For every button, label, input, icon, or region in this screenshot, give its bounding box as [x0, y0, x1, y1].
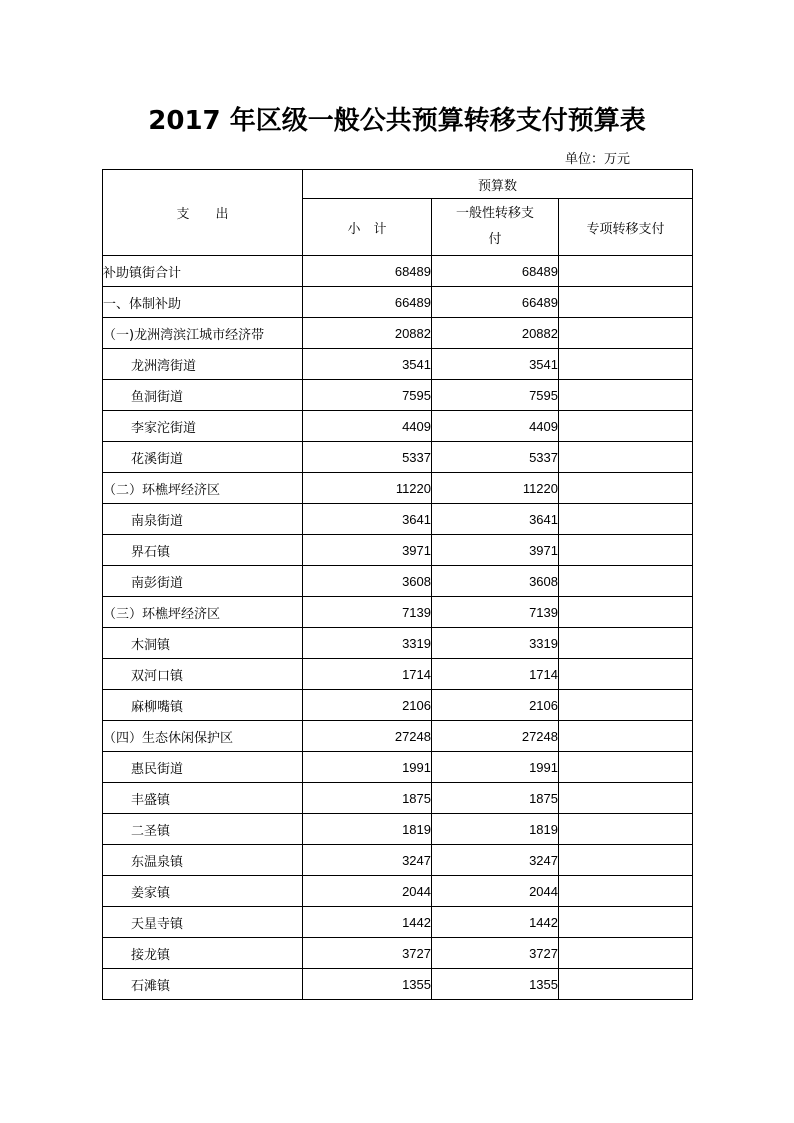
row-special: [559, 752, 693, 783]
row-special: [559, 721, 693, 752]
row-special: [559, 659, 693, 690]
row-general: 2044: [432, 876, 559, 907]
row-special: [559, 628, 693, 659]
table-row: [103, 783, 693, 814]
row-subtotal: 66489: [303, 287, 432, 318]
table-body: [103, 256, 693, 1000]
row-name: 东温泉镇: [103, 845, 303, 876]
row-special: [559, 473, 693, 504]
row-name: 一、体制补助: [103, 287, 303, 318]
row-special: [559, 566, 693, 597]
row-name: 二圣镇: [103, 814, 303, 845]
row-general: 3247: [432, 845, 559, 876]
row-subtotal: 2044: [303, 876, 432, 907]
row-name: 木洞镇: [103, 628, 303, 659]
table-row: [103, 597, 693, 628]
row-name: （三）环樵坪经济区: [103, 597, 303, 628]
table-row: [103, 442, 693, 473]
header-budget-group: 预算数: [303, 170, 693, 199]
row-name: 天星寺镇: [103, 907, 303, 938]
row-subtotal: 1875: [303, 783, 432, 814]
page-title: 2017 年区级一般公共预算转移支付预算表: [148, 106, 646, 136]
row-general: 4409: [432, 411, 559, 442]
row-name: 丰盛镇: [103, 783, 303, 814]
row-general: 1355: [432, 969, 559, 1000]
row-name: 麻柳嘴镇: [103, 690, 303, 721]
row-general: 27248: [432, 721, 559, 752]
row-name: 南泉街道: [103, 504, 303, 535]
table-row: [103, 938, 693, 969]
row-special: [559, 287, 693, 318]
row-name: 鱼洞街道: [103, 380, 303, 411]
row-subtotal: 1442: [303, 907, 432, 938]
row-special: [559, 597, 693, 628]
row-general: 20882: [432, 318, 559, 349]
row-special: [559, 349, 693, 380]
row-special: [559, 907, 693, 938]
table-row: [103, 411, 693, 442]
row-general: 2106: [432, 690, 559, 721]
row-name: 龙洲湾街道: [103, 349, 303, 380]
row-general: 66489: [432, 287, 559, 318]
row-name: 姜家镇: [103, 876, 303, 907]
row-name: 双河口镇: [103, 659, 303, 690]
row-subtotal: 2106: [303, 690, 432, 721]
row-name: （一)龙洲湾滨江城市经济带: [103, 318, 303, 349]
row-special: [559, 411, 693, 442]
table-row: [103, 473, 693, 504]
row-general: 1875: [432, 783, 559, 814]
table-row: [103, 814, 693, 845]
row-subtotal: 3727: [303, 938, 432, 969]
row-subtotal: 3247: [303, 845, 432, 876]
row-special: [559, 442, 693, 473]
table-row: [103, 349, 693, 380]
row-special: [559, 783, 693, 814]
row-name: 南彭街道: [103, 566, 303, 597]
table-row: [103, 876, 693, 907]
table-row: [103, 566, 693, 597]
row-subtotal: 5337: [303, 442, 432, 473]
row-subtotal: 3319: [303, 628, 432, 659]
row-special: [559, 256, 693, 287]
row-subtotal: 7139: [303, 597, 432, 628]
row-name: 李家沱街道: [103, 411, 303, 442]
row-name: （二）环樵坪经济区: [103, 473, 303, 504]
header-subtotal: 小 计: [303, 199, 432, 256]
row-name: 界石镇: [103, 535, 303, 566]
row-special: [559, 845, 693, 876]
table-row: [103, 659, 693, 690]
row-general: 3541: [432, 349, 559, 380]
row-general: 11220: [432, 473, 559, 504]
row-name: 补助镇街合计: [103, 256, 303, 287]
table-row: [103, 504, 693, 535]
row-subtotal: 3971: [303, 535, 432, 566]
row-name: 惠民街道: [103, 752, 303, 783]
header-expenditure: 支 出: [103, 170, 303, 256]
table-row: [103, 752, 693, 783]
row-general: 3641: [432, 504, 559, 535]
row-special: [559, 969, 693, 1000]
header-general-transfer: 一般性转移支付: [432, 199, 559, 256]
row-subtotal: 1991: [303, 752, 432, 783]
budget-table: [102, 169, 693, 1000]
table-row: [103, 287, 693, 318]
row-subtotal: 68489: [303, 256, 432, 287]
row-special: [559, 876, 693, 907]
row-subtotal: 1819: [303, 814, 432, 845]
row-special: [559, 535, 693, 566]
table-row: [103, 628, 693, 659]
table-row: [103, 969, 693, 1000]
table-row: [103, 690, 693, 721]
unit-label: 单位：万元: [565, 152, 631, 167]
table-row: [103, 318, 693, 349]
table-row: [103, 535, 693, 566]
row-subtotal: 3641: [303, 504, 432, 535]
table-row: [103, 380, 693, 411]
row-subtotal: 7595: [303, 380, 432, 411]
row-subtotal: 20882: [303, 318, 432, 349]
row-general: 68489: [432, 256, 559, 287]
header-special-transfer: 专项转移支付: [559, 199, 693, 256]
row-subtotal: 1355: [303, 969, 432, 1000]
row-special: [559, 814, 693, 845]
row-subtotal: 27248: [303, 721, 432, 752]
table-row: [103, 907, 693, 938]
row-subtotal: 3608: [303, 566, 432, 597]
row-special: [559, 380, 693, 411]
row-general: 3971: [432, 535, 559, 566]
row-general: 3727: [432, 938, 559, 969]
row-name: 石滩镇: [103, 969, 303, 1000]
row-special: [559, 690, 693, 721]
row-subtotal: 4409: [303, 411, 432, 442]
row-subtotal: 11220: [303, 473, 432, 504]
table-row: [103, 721, 693, 752]
row-special: [559, 938, 693, 969]
table-row: [103, 256, 693, 287]
row-general: 3608: [432, 566, 559, 597]
row-name: （四）生态休闲保护区: [103, 721, 303, 752]
table-header: [103, 170, 693, 256]
row-general: 5337: [432, 442, 559, 473]
row-general: 1819: [432, 814, 559, 845]
row-subtotal: 3541: [303, 349, 432, 380]
row-name: 花溪街道: [103, 442, 303, 473]
row-general: 1714: [432, 659, 559, 690]
row-special: [559, 504, 693, 535]
row-general: 1991: [432, 752, 559, 783]
row-special: [559, 318, 693, 349]
row-general: 1442: [432, 907, 559, 938]
row-general: 7139: [432, 597, 559, 628]
row-subtotal: 1714: [303, 659, 432, 690]
table-row: [103, 845, 693, 876]
row-name: 接龙镇: [103, 938, 303, 969]
row-general: 3319: [432, 628, 559, 659]
row-general: 7595: [432, 380, 559, 411]
